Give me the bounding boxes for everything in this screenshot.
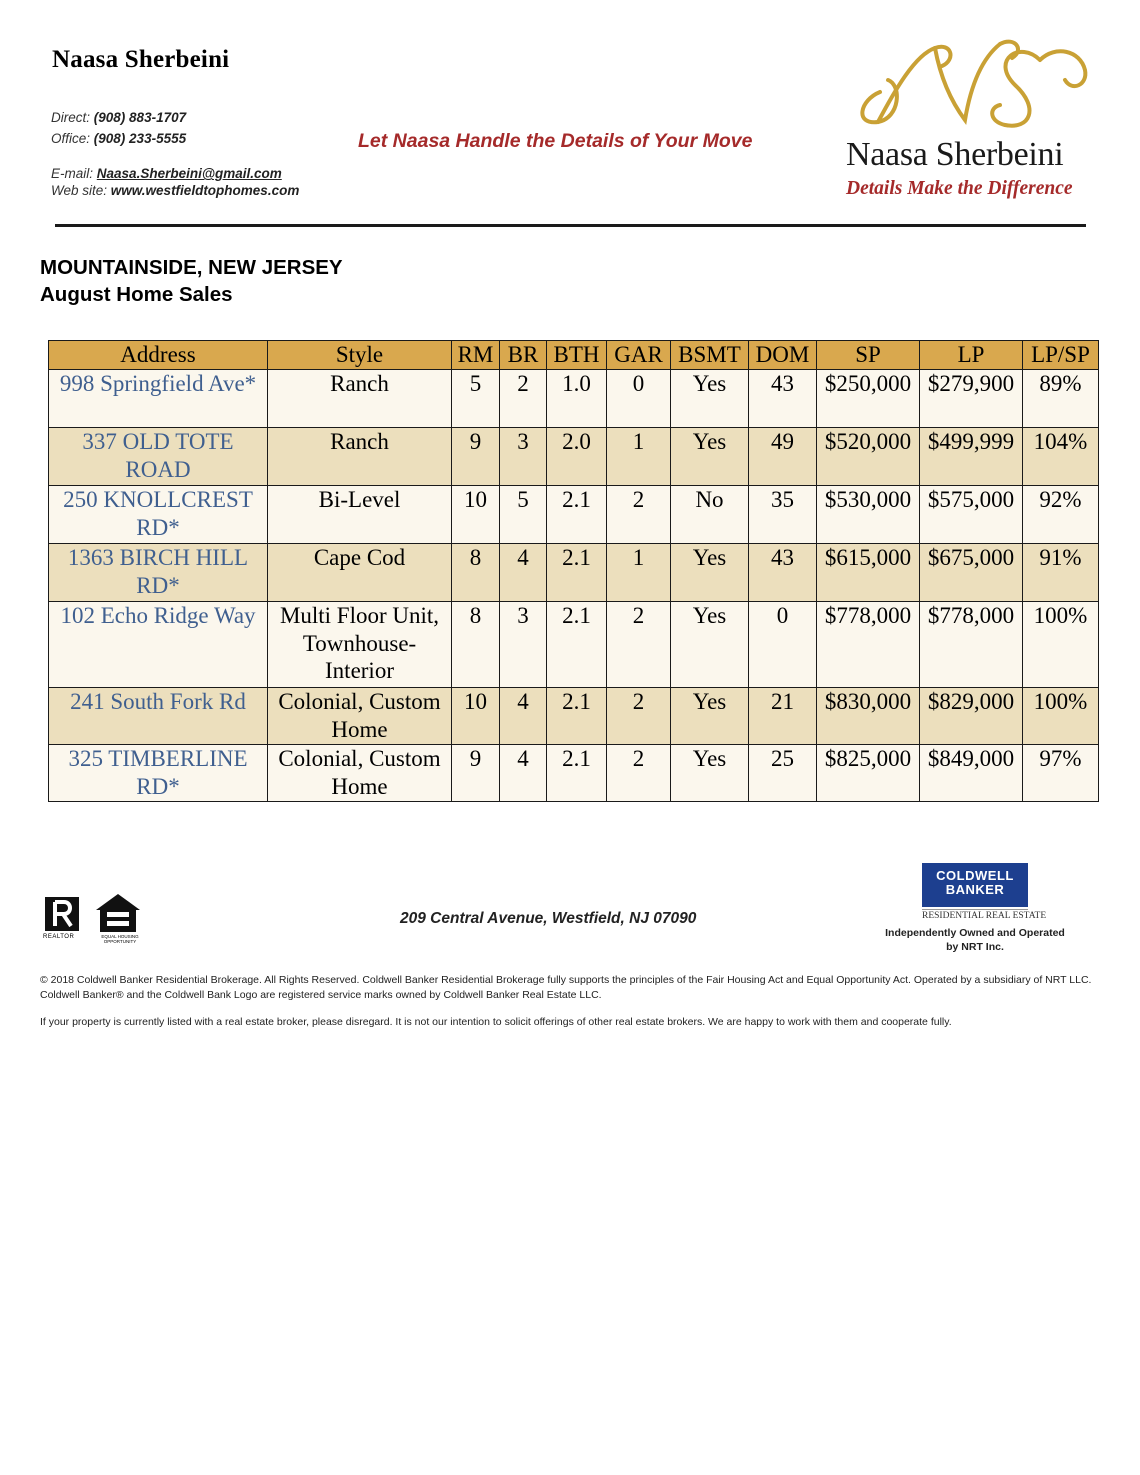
address-link[interactable]: 337 OLD TOTE ROAD [49,428,268,486]
col-sp: SP [817,341,920,370]
address-link[interactable]: 1363 BIRCH HILL RD* [49,544,268,602]
lp-cell: $778,000 [920,602,1023,688]
direct-label: Direct: [51,110,91,125]
table-row [49,688,1099,745]
coldwell-banker-logo [922,863,1028,907]
gar-cell: 2 [607,602,671,688]
ratio-cell: 100% [1023,688,1099,745]
lp-cell: $499,999 [920,428,1023,486]
office-label: Office: [51,131,91,146]
ratio-cell: 91% [1023,544,1099,602]
ns-monogram-logo [840,30,1095,140]
brand-line2: BANKER [945,882,1005,897]
brand-subtitle: RESIDENTIAL REAL ESTATE [922,911,1047,921]
bsmt-cell: No [671,486,749,544]
rm-cell: 10 [452,688,500,745]
ratio-cell: 89% [1023,370,1099,428]
sp-cell: $530,000 [817,486,920,544]
col-bth: BTH [547,341,607,370]
report-period: August Home Sales [40,283,233,306]
style-cell: Ranch [268,428,452,486]
bsmt-cell: Yes [671,602,749,688]
br-cell: 4 [500,745,547,802]
email-label: E-mail: [51,166,94,181]
style-cell: Cape Cod [268,544,452,602]
sp-cell: $825,000 [817,745,920,802]
col-lp-sp: LP/SP [1023,341,1099,370]
dom-cell: 49 [749,428,817,486]
website-line [51,183,299,198]
bth-cell: 2.1 [547,688,607,745]
email-line [51,166,282,181]
dom-cell: 43 [749,544,817,602]
realtor-logo-icon [44,896,80,932]
br-cell: 4 [500,688,547,745]
bth-cell: 2.1 [547,486,607,544]
table-row [49,486,1099,544]
dom-cell: 0 [749,602,817,688]
table-row [49,370,1099,428]
realtor-label: REALTOR [43,934,75,940]
bth-cell: 2.1 [547,544,607,602]
col-dom: DOM [749,341,817,370]
bth-cell: 1.0 [547,370,607,428]
bsmt-cell: Yes [671,745,749,802]
lp-cell: $849,000 [920,745,1023,802]
address-link[interactable]: 241 South Fork Rd [49,688,268,745]
bsmt-cell: Yes [671,544,749,602]
bth-cell: 2.0 [547,428,607,486]
brand-line1: COLDWELL [936,868,1014,883]
rm-cell: 8 [452,544,500,602]
br-cell: 5 [500,486,547,544]
office-phone [51,131,186,146]
dom-cell: 25 [749,745,817,802]
logo-slogan: Details Make the Difference [846,178,1073,199]
style-cell: Ranch [268,370,452,428]
col-gar: GAR [607,341,671,370]
ratio-cell: 92% [1023,486,1099,544]
gar-cell: 2 [607,688,671,745]
direct-phone [51,110,186,125]
address-link[interactable]: 325 TIMBERLINE RD* [49,745,268,802]
br-cell: 4 [500,544,547,602]
table-row [49,544,1099,602]
rm-cell: 8 [452,602,500,688]
col-lp: LP [920,341,1023,370]
bth-cell: 2.1 [547,745,607,802]
rm-cell: 10 [452,486,500,544]
br-cell: 2 [500,370,547,428]
direct-phone-value: (908) 883-1707 [93,110,187,125]
br-cell: 3 [500,428,547,486]
lp-cell: $575,000 [920,486,1023,544]
dom-cell: 35 [749,486,817,544]
bth-cell: 2.1 [547,602,607,688]
bsmt-cell: Yes [671,428,749,486]
rm-cell: 9 [452,745,500,802]
sales-table [48,340,1099,802]
bsmt-cell: Yes [671,370,749,428]
gar-cell: 0 [607,370,671,428]
col-rm: RM [452,341,500,370]
agent-name: Naasa Sherbeini [52,46,230,73]
col-bsmt: BSMT [671,341,749,370]
lp-cell: $279,900 [920,370,1023,428]
legal-copyright: © 2018 Coldwell Banker Residential Brokerage. All Rights Reserved. Coldwell Banker Residential Brokerage fully supports the principles of the Fair Housing Act and Equal Opportunity Act. Operated by a subsidiary of NRT LLC. Coldwell Banker® and the Coldwell Bank Logo are registered service marks owned by Coldwell Banker Real Estate LLC. [40,974,1092,1001]
ratio-cell: 100% [1023,602,1099,688]
lp-cell: $675,000 [920,544,1023,602]
website-link[interactable]: www.westfieldtophomes.com [110,183,300,198]
style-cell: Colonial, Custom Home [268,688,452,745]
sp-cell: $250,000 [817,370,920,428]
dom-cell: 43 [749,370,817,428]
br-cell: 3 [500,602,547,688]
style-cell: Multi Floor Unit, Townhouse-Interior [268,602,452,688]
address-link[interactable]: 250 KNOLLCREST RD* [49,486,268,544]
sp-cell: $778,000 [817,602,920,688]
col-address: Address [49,341,268,370]
report-city: MOUNTAINSIDE, NEW JERSEY [40,256,343,279]
table-row [49,602,1099,688]
header-divider [55,224,1086,227]
gar-cell: 2 [607,486,671,544]
gar-cell: 1 [607,544,671,602]
email-link[interactable]: Naasa.Sherbeini@gmail.com [96,166,282,181]
gar-cell: 2 [607,745,671,802]
table-row [49,745,1099,802]
bsmt-cell: Yes [671,688,749,745]
col-style: Style [268,341,452,370]
style-cell: Colonial, Custom Home [268,745,452,802]
table-row [49,428,1099,486]
logo-name: Naasa Sherbeini [846,136,1064,173]
sp-cell: $615,000 [817,544,920,602]
ratio-cell: 104% [1023,428,1099,486]
equal-housing-icon [93,892,143,934]
gar-cell: 1 [607,428,671,486]
legal-disclaimer: If your property is currently listed with a real estate broker, please disregard. It is not our intention to solicit offerings of other real estate brokers. We are happy to work with them and cooperate fully. [40,1016,952,1028]
rm-cell: 5 [452,370,500,428]
rm-cell: 9 [452,428,500,486]
dom-cell: 21 [749,688,817,745]
ratio-cell: 97% [1023,745,1099,802]
office-phone-value: (908) 233-5555 [93,131,187,146]
address-link[interactable]: 998 Springfield Ave* [49,370,268,428]
brand-note: Independently Owned and Operated by NRT Inc. [885,927,1065,953]
col-br: BR [500,341,547,370]
equal-housing-label: EQUAL HOUSING OPPORTUNITY [101,934,139,944]
website-label: Web site: [51,183,108,198]
office-address: 209 Central Avenue, Westfield, NJ 07090 [400,910,697,927]
table-header-row [49,341,1099,370]
lp-cell: $829,000 [920,688,1023,745]
sp-cell: $830,000 [817,688,920,745]
address-link[interactable]: 102 Echo Ridge Way [49,602,268,688]
style-cell: Bi-Level [268,486,452,544]
sp-cell: $520,000 [817,428,920,486]
tagline: Let Naasa Handle the Details of Your Move [358,130,753,152]
